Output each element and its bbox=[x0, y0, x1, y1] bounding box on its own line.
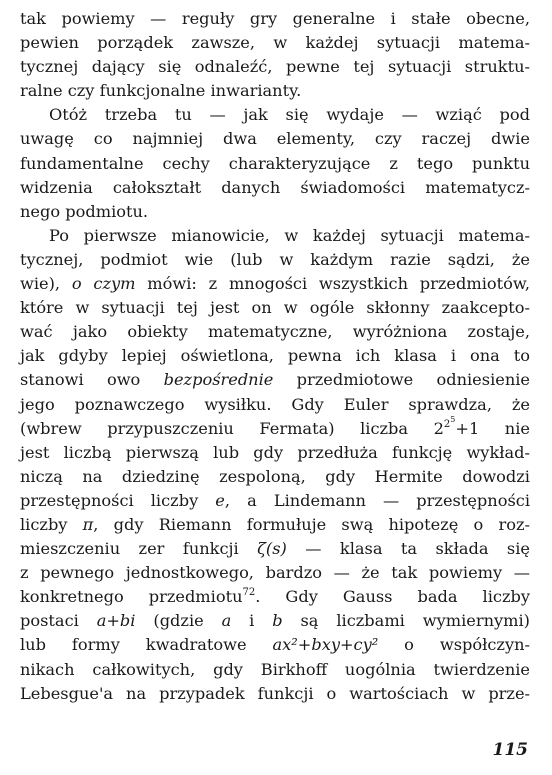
paragraph-1 bbox=[20, 7, 530, 103]
math-symbol: a bbox=[221, 611, 232, 631]
text-line: nikach całkowitych, gdy Birkhoff uogólnia twierdzenie bbox=[20, 659, 530, 679]
text-line: które w sytuacji tej jest on w ogóle skłonny zaakcepto- bbox=[20, 298, 530, 318]
text-line: widzenia całokształt danych świadomości matematycz- bbox=[20, 177, 530, 197]
footnote-marker: 72 bbox=[242, 587, 256, 599]
italic-phrase: bezpośrednie bbox=[163, 370, 274, 390]
text-line bbox=[20, 633, 530, 657]
text-fragment: konkretnego przedmiotu bbox=[20, 587, 243, 607]
text-line: tycznej, podmiot wie (lub w każdym razie sądzi, że bbox=[20, 249, 530, 269]
text-fragment: lub formy kwadratowe bbox=[20, 635, 273, 655]
math-expression: ax²+bxy+cy² bbox=[272, 635, 379, 655]
text-fragment: i bbox=[231, 611, 273, 631]
text-line: z pewnego jednostkowego, bardzo — że tak powiemy — bbox=[20, 563, 530, 583]
text-line: ralne czy funkcjonalne inwarianty. bbox=[20, 81, 302, 101]
text-fragment: +1 nie bbox=[455, 418, 530, 438]
paragraph-3 bbox=[20, 224, 530, 706]
text-line: niczą na dziedzinę zespoloną, gdy Hermite dowodzi bbox=[20, 466, 530, 486]
text-line: jest liczbą pierwszą lub gdy przedłuża funkcję wykład- bbox=[20, 442, 530, 462]
text-fragment: liczby bbox=[20, 514, 83, 534]
text-line bbox=[20, 489, 530, 513]
text-fragment: (gdzie bbox=[135, 611, 222, 631]
text-line bbox=[20, 414, 530, 441]
italic-phrase: o czym bbox=[71, 274, 136, 294]
text-fragment: , a Lindemann — przestępności bbox=[224, 490, 530, 510]
text-fragment: . Gdy Gauss bada liczby bbox=[255, 587, 530, 607]
text-fragment: przedmiotowe odniesienie bbox=[273, 370, 531, 390]
math-expression: a+bi bbox=[96, 611, 136, 631]
text-fragment: są liczbami wymiernymi) bbox=[282, 611, 530, 631]
text-fragment: o współczyn- bbox=[378, 635, 530, 655]
text-line: jak gdyby lepiej oświetlona, pewna ich klasa i ona to bbox=[20, 346, 530, 366]
text-fragment: postaci bbox=[20, 611, 97, 631]
text-line bbox=[20, 609, 530, 633]
exponent: 25 bbox=[443, 414, 456, 430]
text-line: nego podmiotu. bbox=[20, 201, 149, 221]
text-fragment: przestępności liczby bbox=[20, 490, 216, 510]
exponent-nested: 5 bbox=[450, 414, 456, 424]
text-fragment: mówi: z mnogości wszystkich przedmiotów, bbox=[135, 274, 530, 294]
paragraph-2 bbox=[20, 103, 530, 223]
text-line: fundamentalne cechy charakteryzujące z tego punktu bbox=[20, 153, 530, 173]
text-line: tycznej dający się odnaleźć, pewne tej sytuacji struktu- bbox=[20, 57, 530, 77]
text-fragment: , gdy Riemann formułuje swą hipotezę o roz- bbox=[93, 514, 530, 534]
text-line bbox=[20, 513, 530, 537]
text-line: wać jako obiekty matematyczne, wyróżniona zostaje, bbox=[20, 322, 530, 342]
text-fragment: — klasa ta składa się bbox=[286, 539, 530, 559]
math-symbol: π bbox=[82, 514, 94, 534]
math-symbol: b bbox=[272, 611, 283, 631]
text-line bbox=[20, 368, 530, 392]
text-fragment: (wbrew przypuszczeniu Fermata) liczba 2 bbox=[20, 418, 444, 438]
page-number: 115 bbox=[492, 740, 528, 760]
text-line: Lebesgue'a na przypadek funkcji o wartościach w prze- bbox=[20, 683, 530, 703]
text-line bbox=[20, 272, 530, 296]
text-fragment: stanowi owo bbox=[20, 370, 164, 390]
text-fragment: wie), bbox=[20, 274, 72, 294]
text-fragment: mieszczeniu zer funkcji bbox=[20, 539, 258, 559]
text-line: Po pierwsze mianowicie, w każdej sytuacji matema- bbox=[49, 225, 530, 245]
page-body bbox=[20, 7, 530, 706]
text-line bbox=[20, 537, 530, 561]
text-line: tak powiemy — reguły gry generalne i stałe obecne, bbox=[20, 9, 530, 28]
text-line: Otóż trzeba tu — jak się wydaje — wziąć pod bbox=[49, 105, 530, 125]
text-line: pewien porządek zawsze, w każdej sytuacji matema- bbox=[20, 33, 530, 53]
math-symbol: ζ(s) bbox=[257, 539, 287, 559]
text-line bbox=[20, 585, 530, 609]
text-line: jego poznawczego wysiłku. Gdy Euler sprawdza, że bbox=[20, 394, 530, 414]
text-line: uwagę co najmniej dwa elementy, czy raczej dwie bbox=[20, 129, 530, 149]
math-symbol: e bbox=[215, 490, 225, 510]
